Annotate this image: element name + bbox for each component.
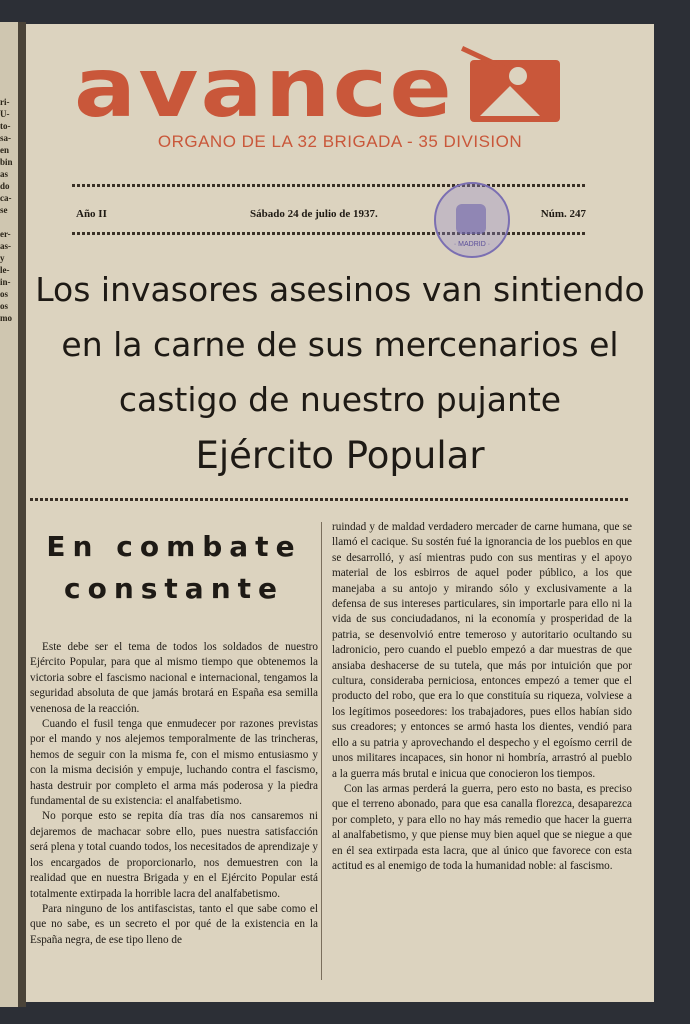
article-paragraph: No porque esto se repita día tras día nos cansaremos ni dejaremos de machacar sobre ello, pues nuestra satisfacción será plena y total cuando todos, los necesitados de aprendizaje y los encargados de proporcionarlo, nos demuestren con la realidad que en nuestra Brigada y en el Ejército Popular está totalmente extirpada la horrible lacra del analfabetismo. (30, 810, 318, 900)
divider-rule (30, 498, 630, 501)
fragment: sa- (0, 133, 11, 143)
article-title-line: En combate (46, 530, 302, 563)
fragment: en (0, 145, 9, 155)
soldier-emblem-icon (461, 46, 560, 122)
headline-line: en la carne de sus mercenarios el (61, 325, 619, 364)
fragment: do (0, 181, 10, 191)
fragment: as- (0, 241, 11, 251)
fragment: in- (0, 277, 11, 287)
article-paragraph: ruindad y de maldad verdadero mercader de carne humana, que se llamó el cacique. Su sostén fué la ignorancia de los pueblos en que se desarrolló, y así mientras pudo con sus mentiras y el apoyo material de los esbirros de aquel poder público, a los que manejaba a su antojo y mirando sólo y exclusivamente a la defensa de sus intereses particulares, sin importarle para ello ni la vida de sus conciudadanos, ni la economía y prosperidad de la patria, se desenvolvió entre temeroso y autoritario ocultando su ladronicio, pero cuando el pueblo empezó a dar muestras de que ansiaba deshacerse de su tutela, que más por intuición que por cultura, consideraba perniciosa, entonces empezó a temer que el producto del robo, que era lo que constituía su riqueza, volviese a los legítimos poseedores: los trabajadores, pues ellos habían sido sus creadores; y entonces se armó hasta los dientes, vendió para ello a su patria y aprovechando el despecho y el egoísmo cerril de unos militares incapaces, sin honor ni hombría, arrastró al pueblo a la guerra más brutal e inicua que conocieron los tiempos. (332, 521, 632, 780)
headline-line: castigo de nuestro pujante (118, 380, 562, 419)
fragment: le- (0, 265, 10, 275)
fragment: bin (0, 157, 13, 167)
article-paragraph: Este debe ser el tema de todos los soldados de nuestro Ejército Popular, para que al mismo tiempo que obtenemos la victoria sobre el fascismo nacional e internacional, tengamos la seguridad absoluta de que jamás brotará en España esa semilla venenosa de la reacción. (30, 641, 318, 715)
article-column-2 (332, 520, 632, 874)
article-paragraph: Con las armas perderá la guerra, pero esto no basta, es preciso que el terreno abonado, para que esa canalla florezca, desaparezca por completo, y para ello no hay más remedio que hacer la guerra al analfabetismo, y que piense muy bien aquel que se niegue a que en él sea extirpada esta lacra, que al único que favorece con esta actitud es al enemigo de toda la humanidad noble: al fascismo. (332, 782, 632, 872)
article-paragraph: Para ninguno de los antifascistas, tanto el que sabe como el que no sabe, es un secreto el por qué de la existencia en la España negra, de ese tipo lleno de (30, 902, 318, 946)
article-title-line: constante (63, 572, 285, 605)
masthead-subtitle: ORGANO DE LA 32 BRIGADA - 35 DIVISION (157, 132, 523, 151)
fragment: y (0, 253, 5, 263)
fragment: os (0, 301, 9, 311)
headline-line: Los invasores asesinos van sintiendo (35, 270, 645, 309)
column-divider (321, 522, 322, 980)
fragment: U- (0, 109, 10, 119)
fragment: se (0, 205, 8, 215)
fragment: ca- (0, 193, 12, 203)
fragment: mo (0, 313, 12, 323)
fragment: as (0, 169, 9, 179)
article-title (30, 526, 318, 610)
fragment: er- (0, 229, 11, 239)
stamp-text: · MADRID · (453, 241, 491, 248)
masthead-logo (70, 46, 564, 130)
divider-rule (72, 232, 586, 235)
fragment: to- (0, 121, 11, 131)
page-gutter (18, 22, 26, 1007)
year-label: Año II (76, 208, 107, 220)
date-label: Sábado 24 de julio de 1937. (250, 208, 378, 220)
article-column-1 (30, 520, 318, 948)
adjacent-page-edge (0, 22, 18, 1007)
issue-number: Núm. 247 (540, 208, 586, 220)
fragment (0, 216, 18, 228)
article-paragraph: Cuando el fusil tenga que enmudecer por razones previstas por el mando y nos alejemos temporalmente de las trincheras, hemos de seguir con la misma fe, con el mismo entusiasmo y con la misma decisión y empuje, luchando contra el fascismo, hasta destruir por completo el arma más poderosa y la piedra fundamental de su existencia: el analfabetismo. (30, 718, 318, 808)
fragment: ri- (0, 97, 10, 107)
main-headline (26, 262, 654, 485)
headline-line: Ejército Popular (195, 434, 485, 477)
masthead-text: avance (74, 46, 454, 130)
fragment: os (0, 289, 9, 299)
divider-rule (72, 184, 586, 187)
library-stamp (434, 182, 510, 258)
newspaper-page (26, 24, 654, 1002)
stamp-seal-icon (456, 204, 486, 234)
